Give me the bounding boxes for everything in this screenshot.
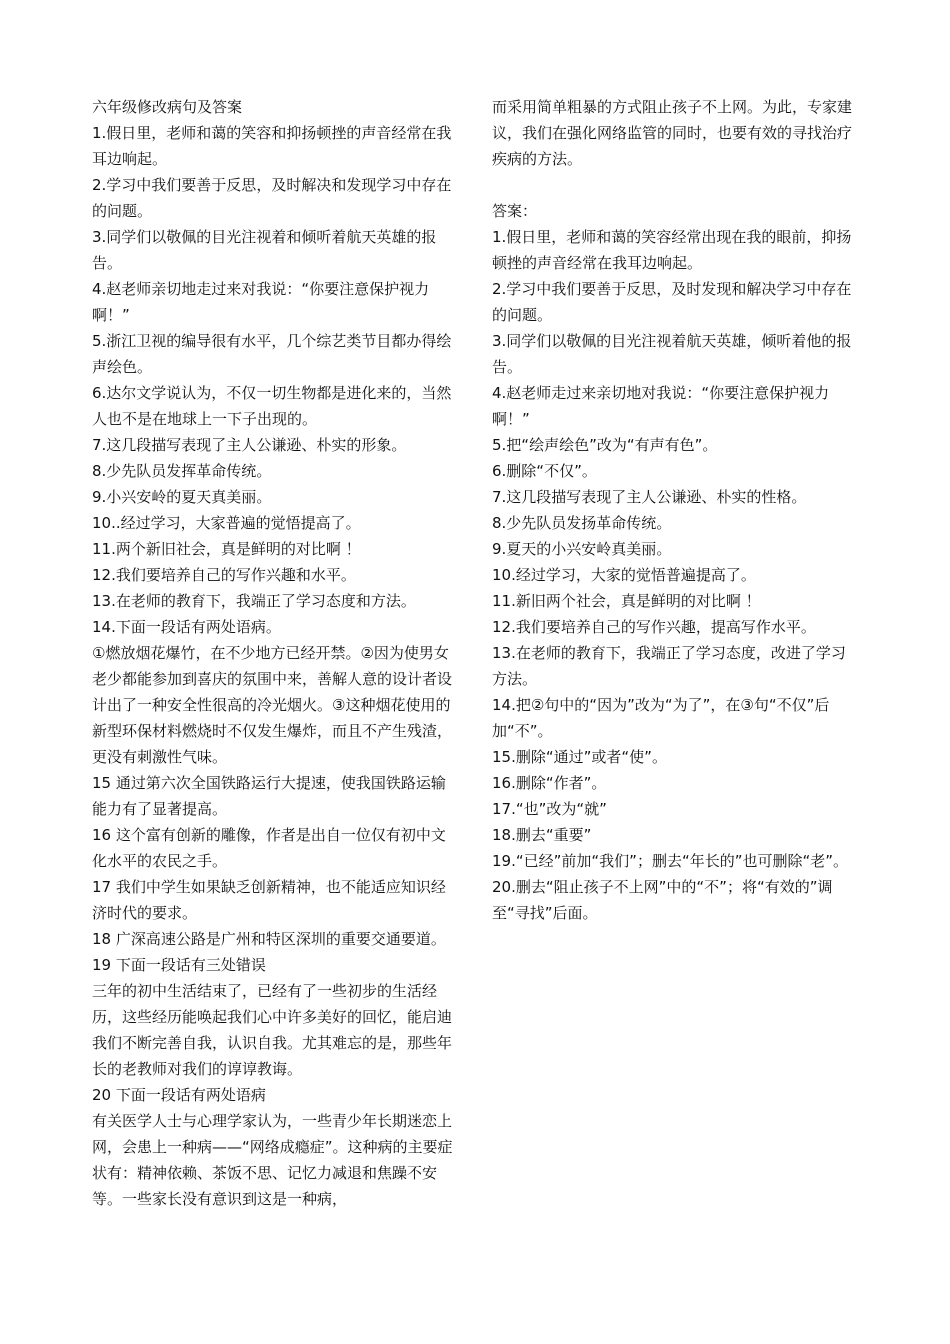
answer-13: 13.在老师的教育下，我端正了学习态度，改进了学习方法。 [492,644,846,688]
question-6: 6.达尔文学说认为，不仅一切生物都是进化来的，当然人也不是在地球上一下子出现的。 [92,384,452,428]
answer-4: 4.赵老师走过来亲切地对我说：“你要注意保护视力啊！” [492,384,830,428]
answer-11: 11.新旧两个社会，真是鲜明的对比啊 ！ [492,592,761,610]
left-column [92,94,460,1212]
question-14-passage: ①燃放烟花爆竹，在不少地方已经开禁。②因为使男女老少都能参加到喜庆的氛围中来，善解人意的设计者设计出了一种安全性很高的冷光烟火。③这种烟花使用的新型环保材料燃烧时不仅发生爆炸，而且不产生残渣，更没有刺激性气味。 [92,644,453,766]
question-8: 8.少先队员发挥革命传统。 [92,462,272,480]
question-14: 14.下面一段话有两处语病。 [92,618,281,636]
question-13: 13.在老师的教育下，我端正了学习态度和方法。 [92,592,416,610]
question-10: 10..经过学习，大家普遍的觉悟提高了。 [92,514,361,532]
question-16: 16 这个富有创新的雕像，作者是出自一位仅有初中文化水平的农民之手。 [92,826,446,870]
answer-1: 1.假日里，老师和蔼的笑容经常出现在我的眼前，抑扬顿挫的声音经常在我耳边响起。 [492,228,852,272]
answer-19: 19.“已经”前加“我们”；删去“年长的”也可删除“老”。 [492,852,849,870]
question-15: 15 通过第六次全国铁路运行大提速，使我国铁路运输能力有了显著提高。 [92,774,446,818]
question-17: 17 我们中学生如果缺乏创新精神，也不能适应知识经济时代的要求。 [92,878,446,922]
question-4: 4.赵老师亲切地走过来对我说：“你要注意保护视力啊！” [92,280,430,324]
answer-8: 8.少先队员发扬革命传统。 [492,514,672,532]
answers-heading: 答案： [492,202,538,220]
question-20-passage-continued: 而采用简单粗暴的方式阻止孩子不上网。为此，专家建议，我们在强化网络监管的同时，也要有效的寻找治疗疾病的方法。 [492,98,853,168]
answer-18: 18.删去“重要” [492,826,592,844]
answer-3: 3.同学们以敬佩的目光注视着航天英雄，倾听着他的报告。 [492,332,852,376]
paragraph-gap [492,172,860,198]
answer-5: 5.把“绘声绘色”改为“有声有色”。 [492,436,718,454]
answer-7: 7.这几段描写表现了主人公谦逊、朴实的性格。 [492,488,807,506]
document-title: 六年级修改病句及答案 [92,98,243,116]
question-20: 20 下面一段话有两处语病 [92,1086,266,1104]
question-19-passage: 三年的初中生活结束了，已经有了一些初步的生活经历，这些经历能唤起我们心中许多美好的回忆，能启迪我们不断完善自我，认识自我。尤其难忘的是，那些年长的老教师对我们的谆谆教诲。 [92,982,453,1078]
question-2: 2.学习中我们要善于反思，及时解决和发现学习中存在的问题。 [92,176,452,220]
answer-14: 14.把②句中的“因为”改为“为了”，在③句“不仅”后加“不”。 [492,696,830,740]
question-20-passage: 有关医学人士与心理学家认为，一些青少年长期迷恋上网，会患上一种病——“网络成瘾症”。这种病的主要症状有：精神依赖、茶饭不思、记忆力减退和焦躁不安等。一些家长没有意识到这是一种病， [92,1112,453,1208]
question-1: 1.假日里，老师和蔼的笑容和抑扬顿挫的声音经常在我耳边响起。 [92,124,452,168]
answer-20: 20.删去“阻止孩子不上网”中的“不”；将“有效的”调至“寻找”后面。 [492,878,833,922]
question-7: 7.这几段描写表现了主人公谦逊、朴实的形象。 [92,436,407,454]
answer-15: 15.删除“通过”或者“使”。 [492,748,667,766]
right-column [492,94,860,926]
answer-10: 10.经过学习，大家的觉悟普遍提高了。 [492,566,756,584]
answer-16: 16.删除“作者”。 [492,774,607,792]
question-3: 3.同学们以敬佩的目光注视着和倾听着航天英雄的报告。 [92,228,437,272]
question-19: 19 下面一段话有三处错误 [92,956,266,974]
answer-9: 9.夏天的小兴安岭真美丽。 [492,540,672,558]
question-9: 9.小兴安岭的夏天真美丽。 [92,488,272,506]
answer-6: 6.删除“不仅”。 [492,462,597,480]
question-18: 18 广深高速公路是广州和特区深圳的重要交通要道。 [92,930,446,948]
question-12: 12.我们要培养自己的写作兴趣和水平。 [92,566,356,584]
answer-2: 2.学习中我们要善于反思，及时发现和解决学习中存在的问题。 [492,280,852,324]
question-5: 5.浙江卫视的编导很有水平，几个综艺类节目都办得绘声绘色。 [92,332,452,376]
answer-12: 12.我们要培养自己的写作兴趣，提高写作水平。 [492,618,816,636]
question-11: 11.两个新旧社会，真是鲜明的对比啊 ！ [92,540,361,558]
answer-17: 17.“也”改为“就” [492,800,607,818]
